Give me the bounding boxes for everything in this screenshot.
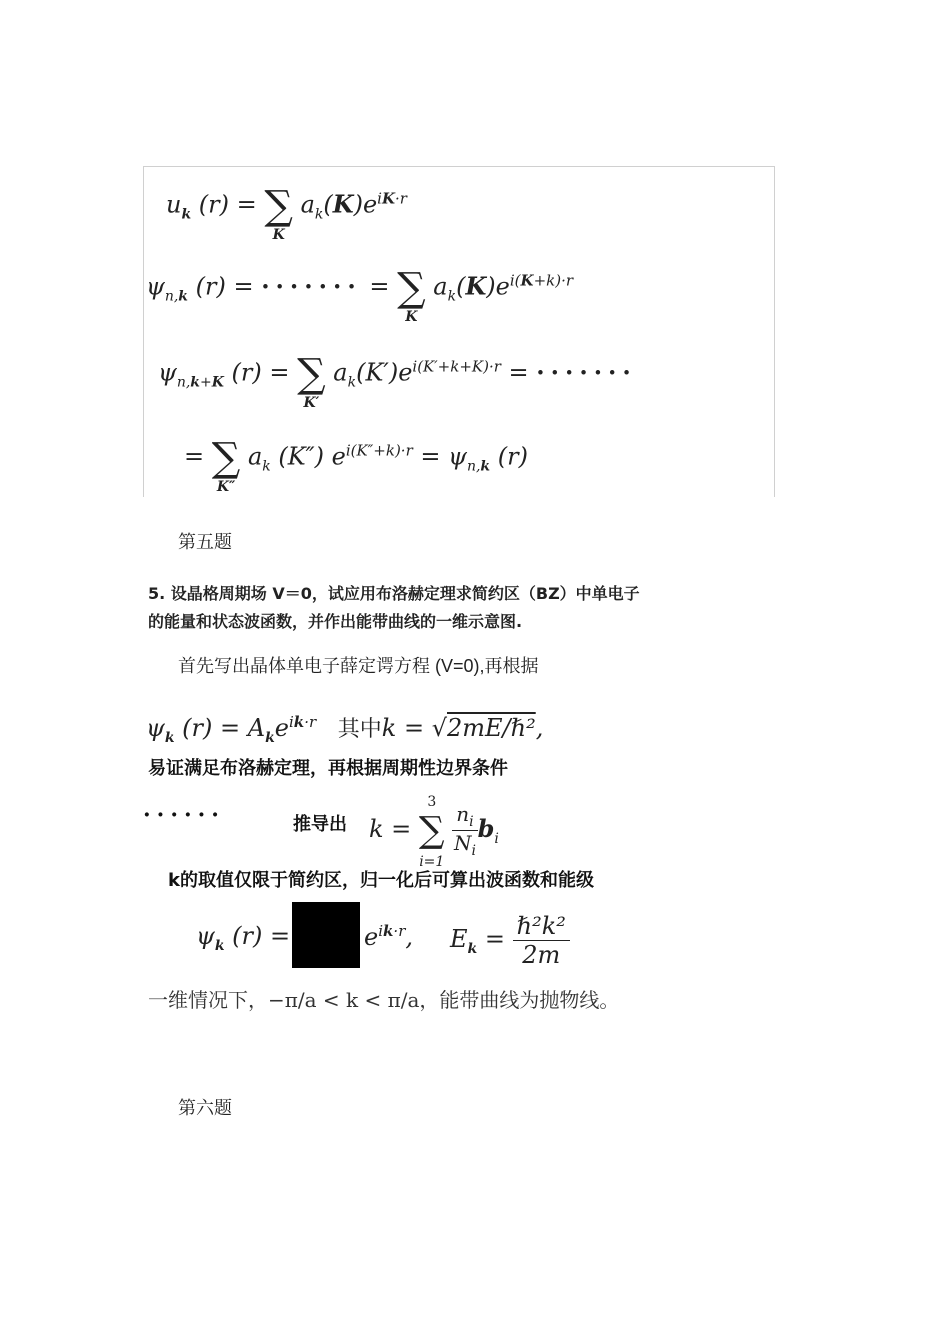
equation-figure-box	[143, 166, 775, 497]
problem-five-statement	[148, 580, 640, 636]
equation-energy: $E_k$ = $\frac{\text{ℏ²k²}}{2m}$	[450, 912, 570, 969]
equation-psi-nk-plus-K: $\psi_{n,k+K}$ (r) = ∑ K′ $a_k(K')e^{i(K'+k+K)\cdot r}$ = ·······	[158, 351, 637, 411]
redacted-coefficient-box	[292, 902, 360, 968]
heading-problem-five: 第五题	[178, 532, 232, 553]
equation-psi-k-final: $\psi_k$ (r) =	[196, 922, 291, 954]
one-dim-line: 一维情况下，−π/a < k < π/a，能带曲线为抛物线。	[148, 988, 620, 1012]
derive-label: 推导出	[293, 814, 347, 835]
equation-final-sum: = ∑ K″ $a_k$ (K″) $e^{i(K''+k)\cdot r} = \psi_{n,k}$ (r)	[184, 435, 528, 495]
equation-u-k: $u_k$ (r) = ∑ K $a_k(K)e^{iK\cdot r}$	[166, 183, 407, 243]
problem-five-line2: 的能量和状态波函数，并作出能带曲线的一维示意图.	[148, 612, 523, 631]
paragraph-schrodinger: 首先写出晶体单电子薛定谔方程 (V=0),再根据	[178, 656, 539, 676]
derive-line	[143, 788, 563, 870]
problem-five-line1: 5. 设晶格周期场 V＝0，试应用布洛赫定理求简约区（BZ）中单电子	[148, 584, 640, 603]
equation-psi-nk: $\psi_{n,k}$ (r) = ······· = ∑ K $a_k(K)e^{i(K+k)\cdot r}$	[146, 265, 574, 325]
equation-psi-k-line: $\psi_k$ $(r) = A_ke^{ik\cdot r}$ 其中k = √2mE/ℏ²,	[146, 713, 544, 746]
heading-problem-six: 第六题	[178, 1098, 232, 1119]
derive-dots: ······	[143, 802, 225, 828]
equation-exp-final: $e^{ik\cdot r}$,	[364, 922, 414, 951]
qizhong-text: 其中	[337, 717, 382, 742]
derive-formula: k = 3 ∑ i=1 $\frac{n_i}{N_i}$ $b_i$	[369, 794, 499, 870]
bold-line-bloch: 易证满足布洛赫定理，再根据周期性边界条件	[148, 758, 508, 779]
bold-line-normalize: k的取值仅限于简约区，归一化后可算出波函数和能级	[168, 870, 594, 891]
